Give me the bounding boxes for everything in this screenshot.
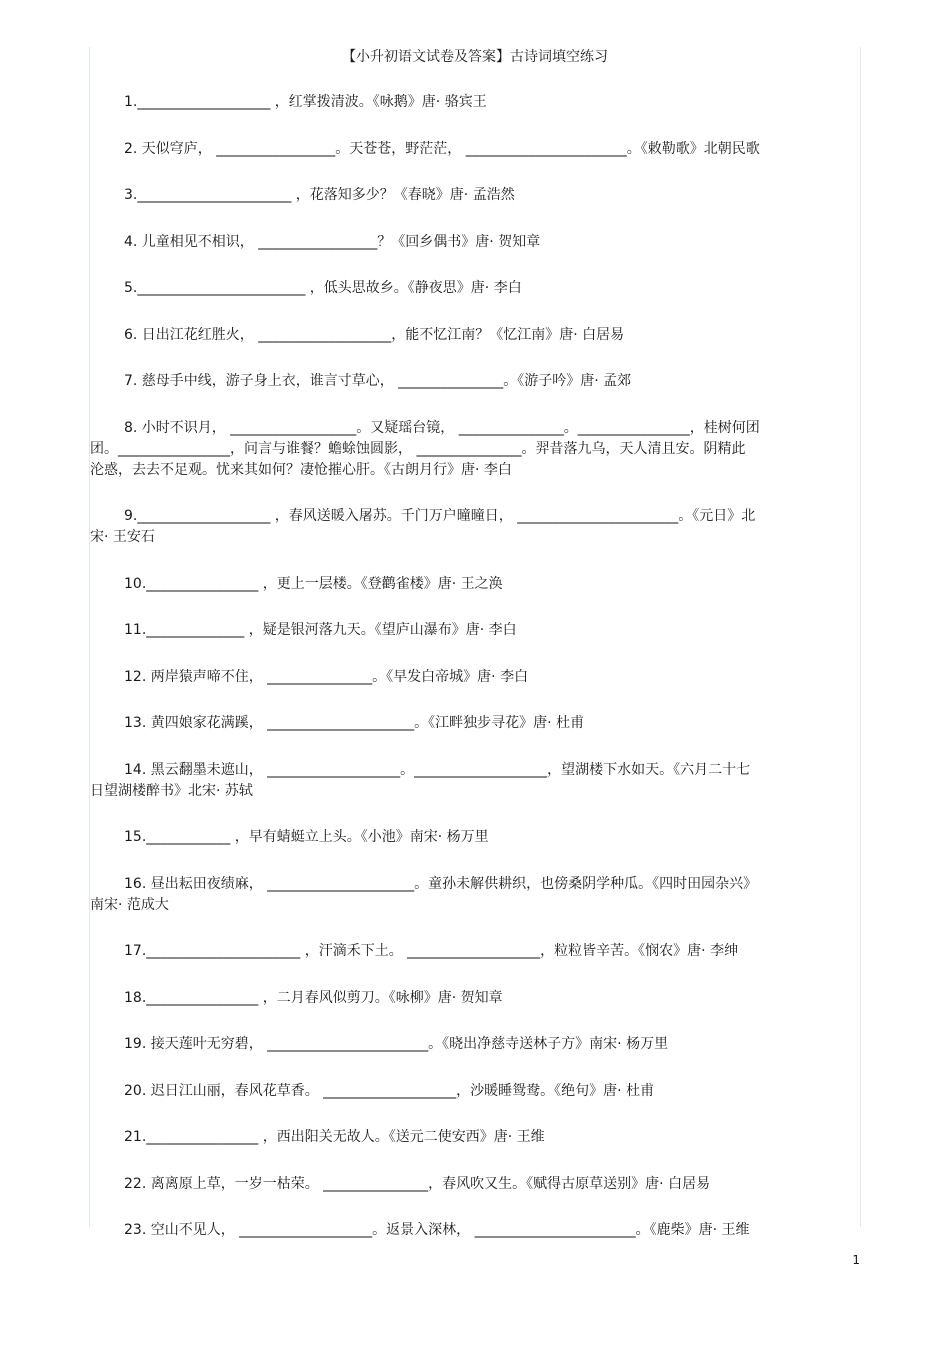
- question-item: [90, 941, 858, 962]
- question-item: [90, 278, 858, 299]
- question-line: 13. 黄四娘家花满蹊， _____________________。《江畔独步寻花》唐· 杜甫: [124, 715, 585, 731]
- question-line: 1.___________________ ，红掌拨清波。《咏鹅》唐· 骆宾王: [124, 94, 487, 110]
- question-line: 15.____________ ，早有蜻蜓立上头。《小池》南宋· 杨万里: [124, 829, 489, 845]
- page-title: 【小升初语文试卷及答案】古诗词填空练习: [342, 49, 608, 65]
- question-line: 17.______________________ ，汗滴禾下土。 ___________________，粒粒皆辛苦。《悯农》唐· 李绅: [124, 943, 739, 959]
- question-line: 19. 接天莲叶无穷碧， _______________________。《晓出净慈寺送林子方》南宋· 杨万里: [124, 1036, 669, 1052]
- question-item: [90, 371, 858, 392]
- question-item: [90, 713, 858, 734]
- question-line: 6. 日出江花红胜火， ___________________，能不忆江南？《忆江南》唐· 白居易: [124, 326, 625, 343]
- question-item: [90, 760, 858, 802]
- question-item: [90, 620, 858, 641]
- question-item: [90, 418, 858, 481]
- question-item: [90, 1081, 858, 1102]
- question-line: 21.________________ ，西出阳关无故人。《送元二使安西》唐· 王维: [124, 1129, 545, 1145]
- question-line: 宋· 王安石: [90, 529, 155, 545]
- question-line: 南宋· 范成大: [90, 896, 169, 913]
- question-item: [90, 139, 858, 160]
- question-line: 7. 慈母手中线，游子身上衣，谁言寸草心， _______________。《游子吟》唐· 孟郊: [124, 373, 632, 389]
- question-item: [90, 232, 858, 253]
- question-line: 团。________________，问言与谁餐？蟾蜍蚀圆影， _______________。羿昔落九乌，天人清且安。阴精此: [90, 440, 746, 457]
- question-line: 9.___________________ ，春风送暖入屠苏。千门万户曈曈日， _______________________。《元日》北: [124, 508, 756, 524]
- question-item: [90, 92, 858, 113]
- question-line: 11.______________ ，疑是银河落九天。《望庐山瀑布》唐· 李白: [124, 622, 517, 638]
- question-item: [90, 1034, 858, 1055]
- question-line: 20. 迟日江山丽，春风花草香。 ___________________，沙暖睡鸳鸯。《绝句》唐· 杜甫: [124, 1082, 655, 1099]
- question-item: [90, 988, 858, 1009]
- question-line: 3.______________________ ，花落知多少？《春晓》唐· 孟浩然: [124, 187, 515, 203]
- question-line: 8. 小时不识月， __________________。又疑瑶台镜， _______________。________________，桂树何团: [124, 419, 760, 436]
- question-line: 2. 天似穹庐， _________________。天苍苍，野茫茫， _______________________。《敕勒歌》北朝民歌: [124, 140, 760, 157]
- question-line: 沦惑，去去不足观。忧来其如何？凄怆摧心肝。《古朗月行》唐· 李白: [90, 461, 512, 478]
- question-line: 5.________________________ ，低头思故乡。《静夜思》唐· 李白: [124, 280, 522, 296]
- question-line: 12. 两岸猿声啼不住， _______________。《早发白帝城》唐· 李白: [124, 668, 529, 685]
- question-item: [90, 574, 858, 595]
- question-list: [90, 92, 858, 1267]
- page-number: 1: [852, 1253, 860, 1267]
- question-line: 23. 空山不见人， ___________________。返景入深林， _______________________。《鹿柴》唐· 王维: [124, 1222, 750, 1238]
- question-item: [90, 185, 858, 206]
- question-item: [90, 1220, 858, 1241]
- question-item: [90, 667, 858, 688]
- question-item: [90, 1174, 858, 1195]
- question-item: [90, 325, 858, 346]
- question-item: [90, 827, 858, 848]
- question-item: [90, 874, 858, 916]
- question-line: 22. 离离原上草，一岁一枯荣。 _______________，春风吹又生。《赋得古原草送别》唐· 白居易: [124, 1175, 711, 1192]
- question-line: 4. 儿童相见不相识， _________________？《回乡偶书》唐· 贺知章: [124, 233, 541, 250]
- question-line: 16. 昼出耘田夜绩麻， _____________________。童孙未解供耕织，也傍桑阴学种瓜。《四时田园杂兴》: [124, 875, 758, 892]
- question-item: [90, 1127, 858, 1148]
- question-line: 18.________________ ，二月春风似剪刀。《咏柳》唐· 贺知章: [124, 989, 503, 1006]
- question-line: 10.________________ ，更上一层楼。《登鹳雀楼》唐· 王之涣: [124, 575, 503, 592]
- question-line: 14. 黑云翻墨未遮山， ___________________。___________________，望湖楼下水如天。《六月二十七: [124, 761, 751, 778]
- question-item: [90, 506, 858, 548]
- question-line: 日望湖楼醉书》北宋· 苏轼: [90, 782, 253, 799]
